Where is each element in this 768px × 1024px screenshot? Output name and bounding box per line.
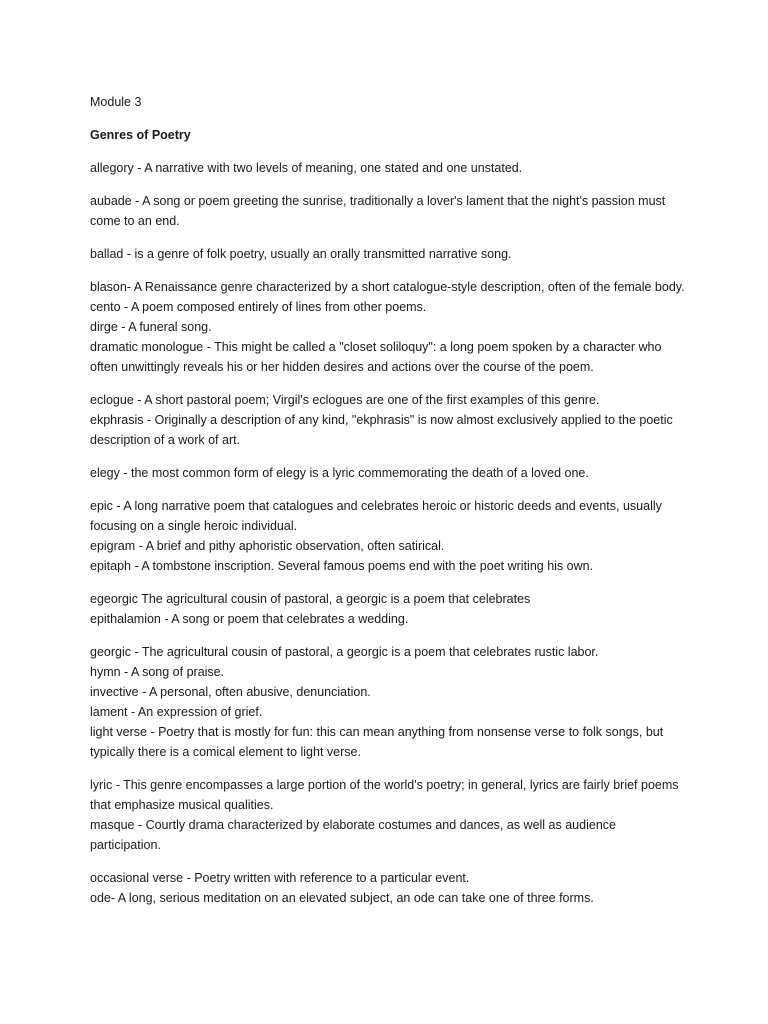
genre-entry: cento - A poem composed entirely of lines from other poems.	[90, 300, 427, 314]
genre-entry: epitaph - A tombstone inscription. Several famous poems end with the poet writing his own.	[90, 559, 594, 573]
genre-entry: ekphrasis - Originally a description of any kind, "ekphrasis" is now almost exclusively applied to the poetic description of a work of art.	[90, 413, 673, 447]
genre-paragraph	[90, 775, 690, 855]
genre-entry: elegy - the most common form of elegy is a lyric commemorating the death of a loved one.	[90, 466, 589, 480]
genre-entry: epithalamion - A song or poem that celebrates a wedding.	[90, 612, 409, 626]
genre-entry: blason- A Renaissance genre characterized by a short catalogue-style description, often of the female body.	[90, 280, 685, 294]
genre-paragraph	[90, 191, 690, 231]
document-page	[90, 92, 690, 921]
genre-entry: dirge - A funeral song.	[90, 320, 212, 334]
genre-entry: ode- A long, serious meditation on an elevated subject, an ode can take one of three forms.	[90, 891, 594, 905]
genre-paragraph	[90, 277, 690, 377]
genre-paragraph	[90, 158, 690, 178]
genre-entry: dramatic monologue - This might be called a "closet soliloquy": a long poem spoken by a character who often unwittingly reveals his or her hidden desires and actions over the course of the poem.	[90, 340, 662, 374]
genre-entry: lyric - This genre encompasses a large portion of the world's poetry; in general, lyrics are fairly brief poems that emphasize musical qualities.	[90, 778, 679, 812]
genre-paragraph	[90, 496, 690, 576]
genre-entry: lament - An expression of grief.	[90, 705, 263, 719]
genre-paragraph	[90, 463, 690, 483]
genre-entry: aubade - A song or poem greeting the sunrise, traditionally a lover's lament that the night's passion must come to an end.	[90, 194, 666, 228]
genre-paragraph	[90, 642, 690, 762]
genre-entry: light verse - Poetry that is mostly for fun: this can mean anything from nonsense verse to folk songs, but typically there is a comical element to light verse.	[90, 725, 664, 759]
genre-entry: hymn - A song of praise.	[90, 665, 225, 679]
genre-entry: allegory - A narrative with two levels of meaning, one stated and one unstated.	[90, 161, 523, 175]
genre-entry: invective - A personal, often abusive, denunciation.	[90, 685, 371, 699]
module-label: Module 3	[90, 95, 142, 109]
genre-entry: epic - A long narrative poem that catalogues and celebrates heroic or historic deeds and events, usually focusing on a single heroic individual.	[90, 499, 662, 533]
genre-entry: eclogue - A short pastoral poem; Virgil's eclogues are one of the first examples of this genre.	[90, 393, 600, 407]
genre-entry: ballad - is a genre of folk poetry, usually an orally transmitted narrative song.	[90, 247, 512, 261]
genre-entry: occasional verse - Poetry written with reference to a particular event.	[90, 871, 470, 885]
genre-paragraph	[90, 244, 690, 264]
genre-list	[90, 158, 690, 908]
genre-paragraph	[90, 589, 690, 629]
genre-entry: egeorgic The agricultural cousin of pastoral, a georgic is a poem that celebrates	[90, 592, 531, 606]
genre-entry: epigram - A brief and pithy aphoristic observation, often satirical.	[90, 539, 445, 553]
page-title: Genres of Poetry	[90, 128, 191, 142]
genre-entry: georgic - The agricultural cousin of pastoral, a georgic is a poem that celebrates rustic labor.	[90, 645, 599, 659]
genre-paragraph	[90, 390, 690, 450]
genre-entry: masque - Courtly drama characterized by elaborate costumes and dances, as well as audience participation.	[90, 818, 616, 852]
genre-paragraph	[90, 868, 690, 908]
